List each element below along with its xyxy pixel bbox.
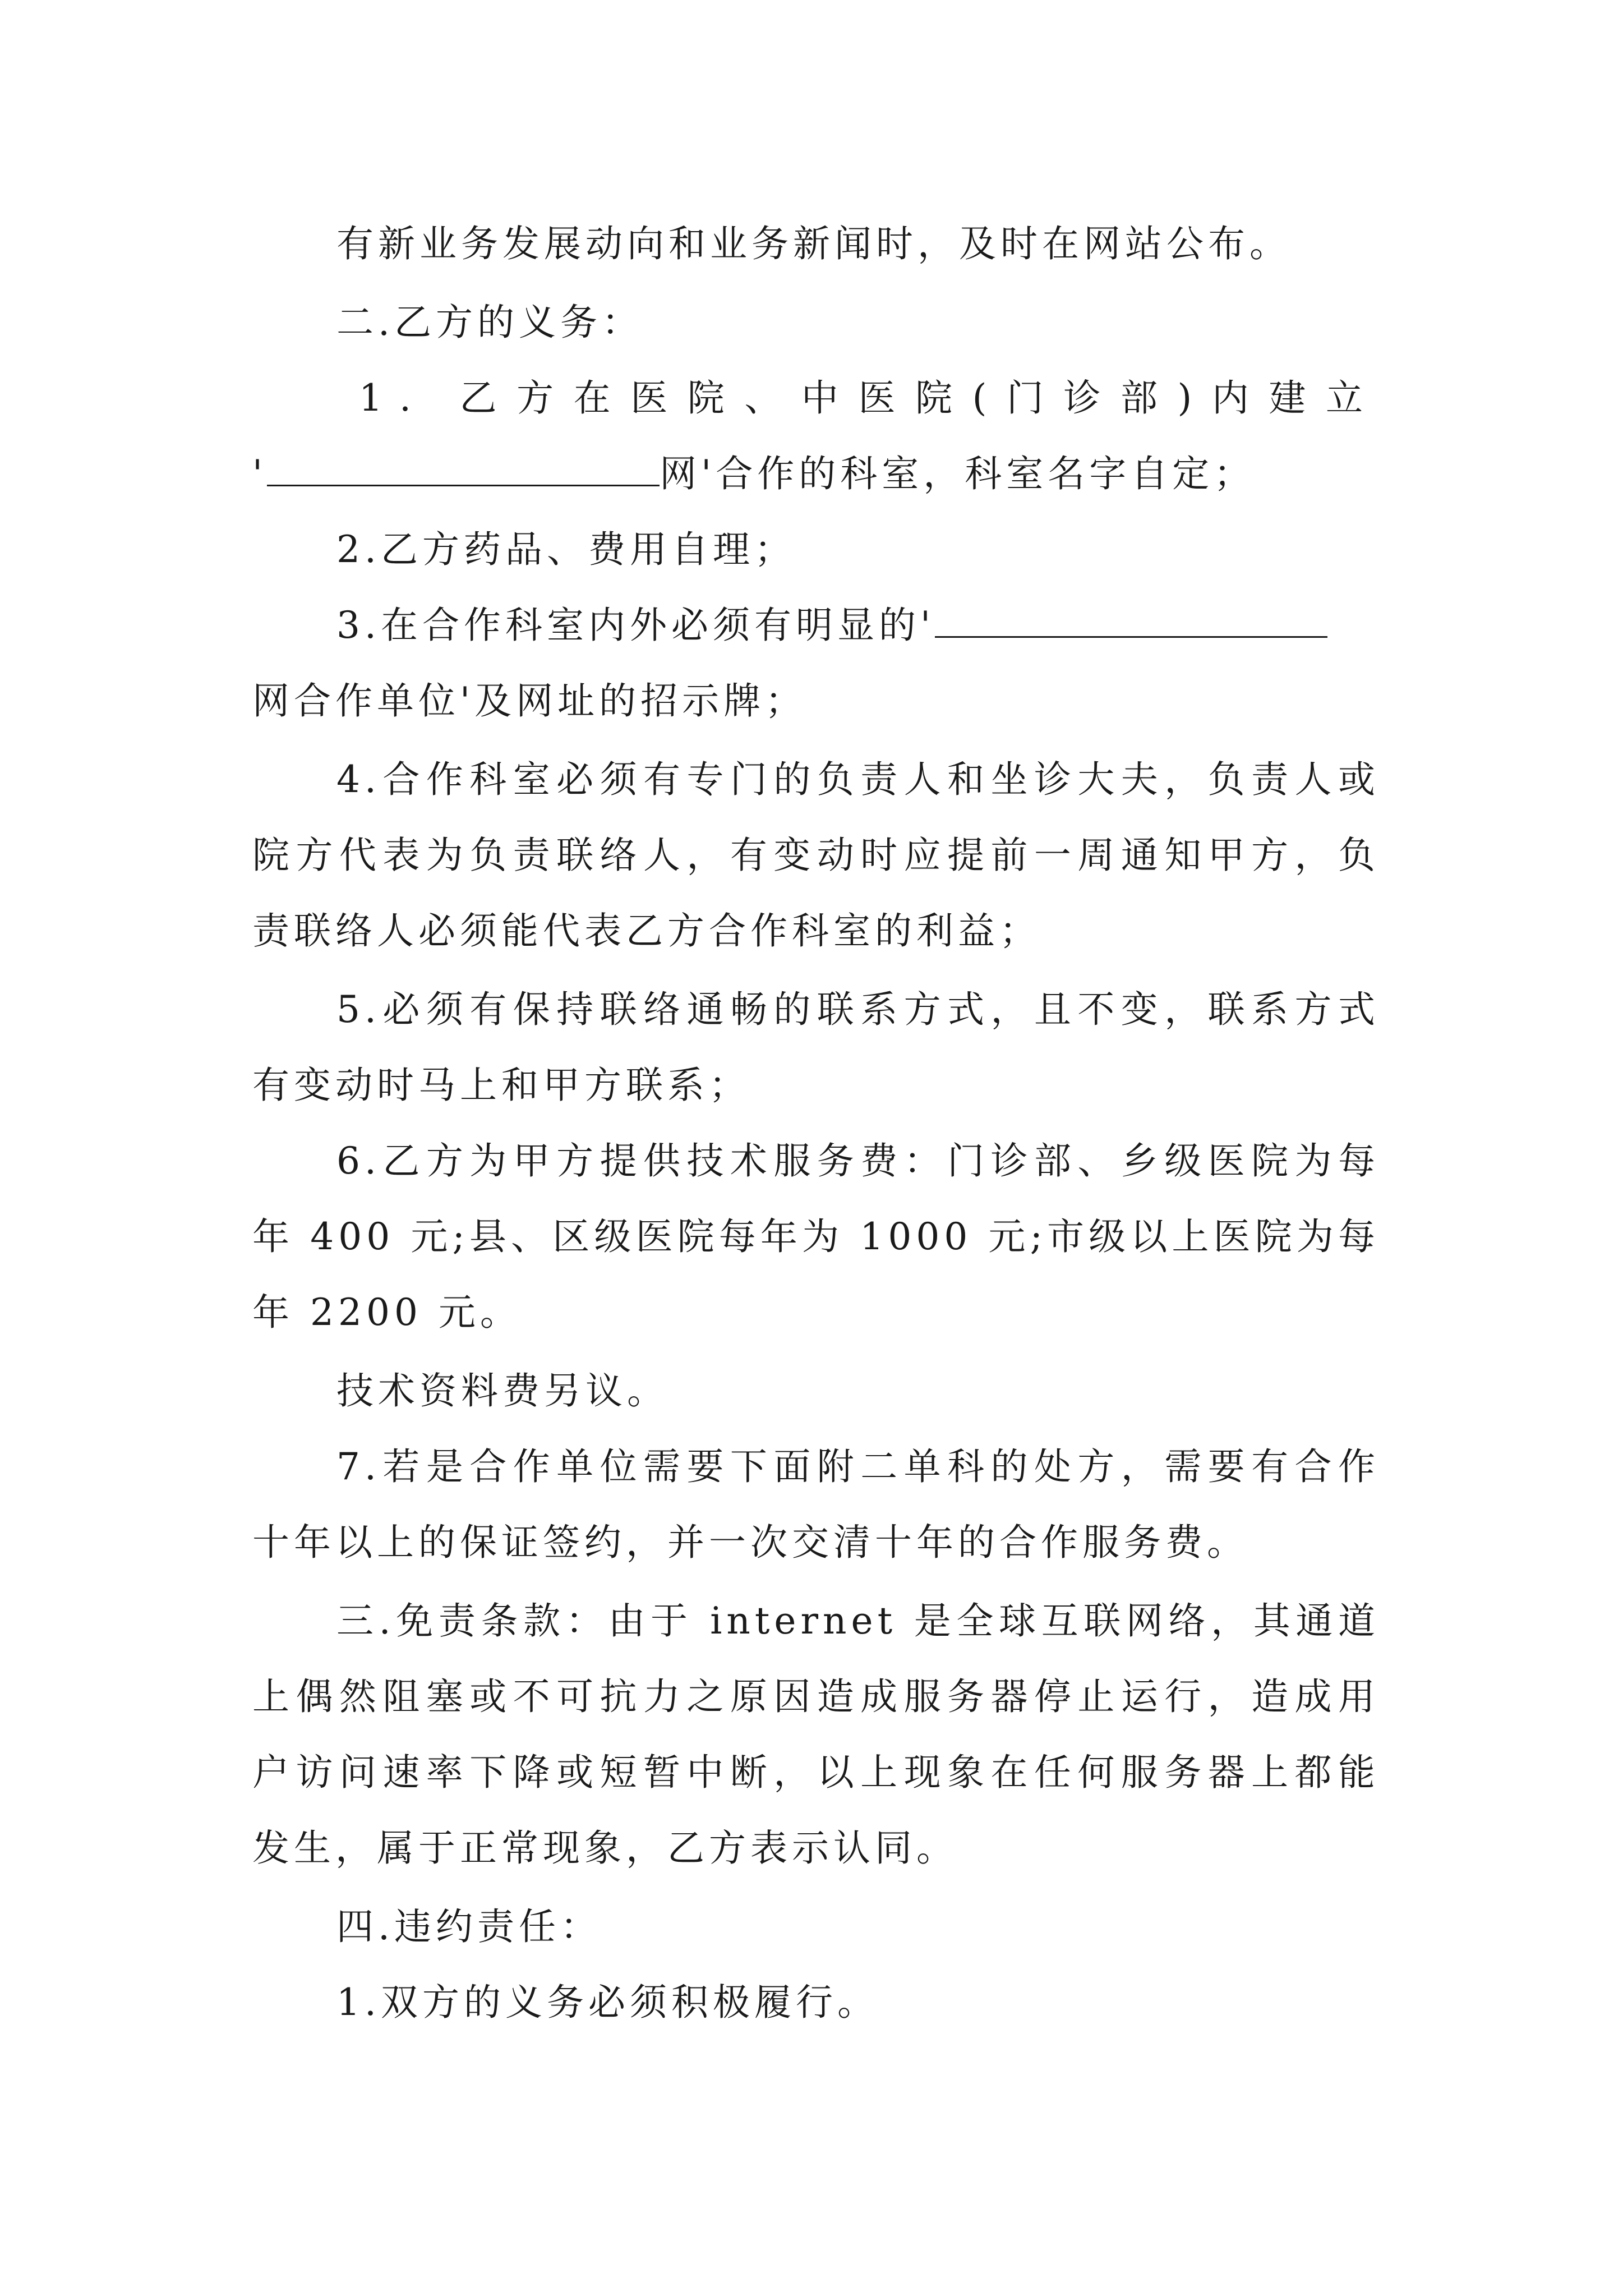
paragraph-line: 4.合作科室必须有专门的负责人和坐诊大夫，负责人或 xyxy=(336,758,1380,801)
paragraph-line: 5.必须有保持联络通畅的联系方式，且不变，联系方式 xyxy=(336,988,1380,1031)
paragraph-line: 6.乙方为甲方提供技术服务费：门诊部、乡级医院为每 xyxy=(336,1139,1380,1182)
paragraph-text: 网'合作的科室，科室名字自定； xyxy=(660,452,1256,495)
paragraph-line: 7.若是合作单位需要下面附二单科的处方，需要有合作 xyxy=(336,1445,1380,1488)
paragraph-line xyxy=(336,597,1380,654)
paragraph-line: 年 2200 元。 xyxy=(252,1291,522,1334)
paragraph-line: 上偶然阻塞或不可抗力之原因造成服务器停止运行，造成用 xyxy=(252,1675,1380,1718)
section-heading: 四.违约责任： xyxy=(336,1905,602,1948)
paragraph-line: 网合作单位'及网址的招示牌； xyxy=(252,679,807,723)
section-heading: 二.乙方的义务： xyxy=(336,301,643,344)
paragraph-line: 1. 乙方在医院、中医院(门诊部)内建立 xyxy=(359,376,1380,420)
paragraph-line: 院方代表为负责联络人，有变动时应提前一周通知甲方，负 xyxy=(252,834,1380,877)
fill-in-blank xyxy=(267,452,660,486)
paragraph-line: 1.双方的义务必须积极履行。 xyxy=(336,1981,879,2024)
paragraph-line: 责联络人必须能代表乙方合作科室的利益； xyxy=(252,909,1041,953)
paragraph-line: 户访问速率下降或短暂中断，以上现象在任何服务器上都能 xyxy=(252,1751,1380,1794)
paragraph-line: 发生，属于正常现象，乙方表示认同。 xyxy=(252,1826,958,1870)
paragraph-line: 十年以上的保证签约，并一次交清十年的合作服务费。 xyxy=(252,1521,1248,1564)
fill-in-blank xyxy=(935,604,1327,638)
paragraph-text: 3.在合作科室内外必须有明显的' xyxy=(336,604,935,647)
paragraph-line xyxy=(252,446,1380,502)
paragraph-line: 有新业务发展动向和业务新闻时，及时在网站公布。 xyxy=(336,222,1291,265)
paragraph-line: 三.免责条款：由于 internet 是全球互联网络，其通道 xyxy=(336,1599,1380,1642)
paragraph-line: 2.乙方药品、费用自理； xyxy=(336,528,796,571)
paragraph-line: 技术资料费另议。 xyxy=(336,1369,668,1412)
paragraph-line: 有变动时马上和甲方联系； xyxy=(252,1064,750,1107)
paragraph-line: 年 400 元;县、区级医院每年为 1000 元;市级以上医院为每 xyxy=(252,1215,1380,1258)
open-quote: ' xyxy=(252,452,268,495)
